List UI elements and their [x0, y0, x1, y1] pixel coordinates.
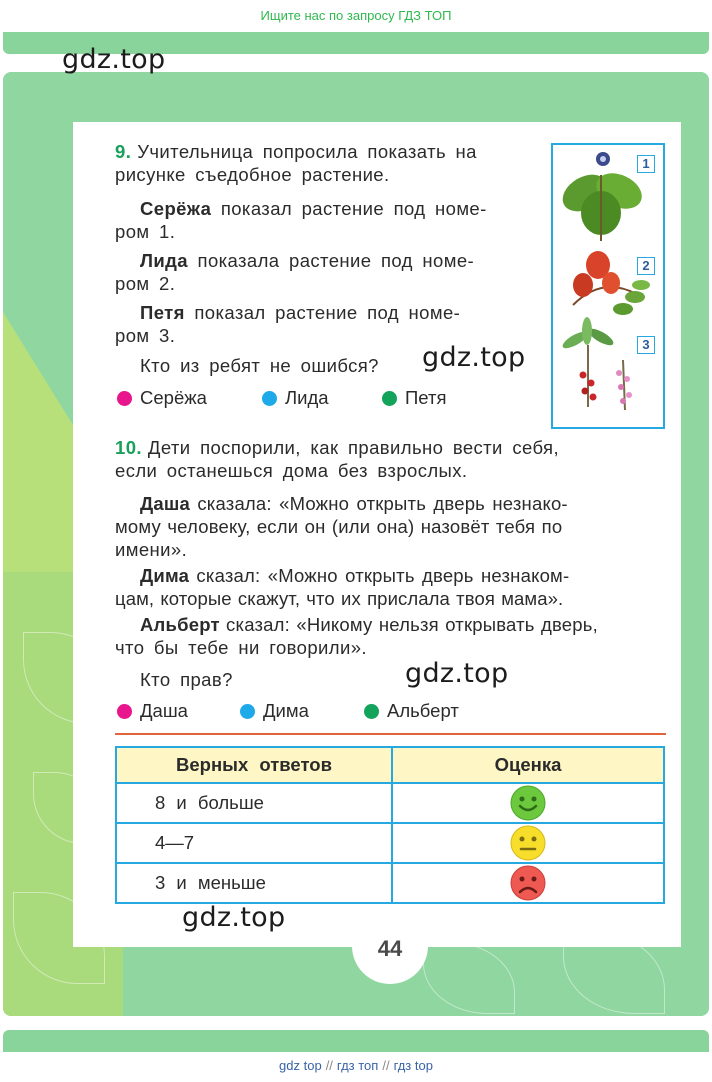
q9-option-petya[interactable]: Петя: [382, 387, 446, 409]
neutral-face-icon: [510, 825, 546, 861]
top-banner[interactable]: Ищите нас по запросу ГДЗ ТОП: [260, 8, 452, 23]
watermark: gdz.top: [182, 902, 286, 933]
footer-separator: //: [382, 1058, 390, 1073]
q9-intro-line2: рисунке съедобное растение.: [115, 164, 390, 185]
table-header-row: [116, 747, 664, 783]
q9-option-lida[interactable]: Лида: [262, 387, 329, 409]
footer-separator: //: [325, 1058, 333, 1073]
plants-drawing: [553, 145, 663, 427]
bottom-decor-strip: [3, 1030, 709, 1052]
watermark: gdz.top: [422, 342, 526, 373]
radio-dot-pink: [117, 704, 132, 719]
watermark: gdz.top: [405, 658, 509, 689]
plant-number-2: 2: [637, 257, 655, 275]
column-header-answers: Верных ответов: [116, 747, 392, 783]
radio-dot-pink: [117, 391, 132, 406]
answers-count-cell: 8 и больше: [116, 783, 392, 823]
leaf-decoration: [423, 942, 515, 1014]
q10-statement-1-cont: мому человеку, если он (или она) назовёт тебя по: [115, 516, 563, 537]
q10-statement-1: Даша сказала: «Можно открыть дверь незнако-: [140, 493, 568, 514]
table-row: [116, 783, 664, 823]
q10-statement-3: Альберт сказал: «Никому нельзя открывать дверь,: [140, 614, 598, 635]
q10-intro-line2: если останешься дома без взрослых.: [115, 460, 468, 481]
table-row: [116, 863, 664, 903]
radio-dot-green: [364, 704, 379, 719]
radio-dot-blue: [240, 704, 255, 719]
q10-statement-2: Дима сказал: «Можно открыть дверь незнаком-: [140, 565, 570, 586]
footer-link[interactable]: гдз топ: [336, 1058, 379, 1073]
q9-statement-2: Лида показала растение под номе-: [140, 250, 475, 271]
table-row: [116, 823, 664, 863]
q10-statement-2-cont: цам, которые скажут, что их прислала твоя мама».: [115, 588, 564, 609]
bottom-banner: [0, 1054, 712, 1078]
plant-number-1: 1: [637, 155, 655, 173]
q9-question: Кто из ребят не ошибся?: [140, 355, 379, 376]
watermark: gdz.top: [62, 44, 166, 75]
q9-statement-1: Серёжа показал растение под номе-: [140, 198, 487, 219]
answers-count-cell: 3 и меньше: [116, 863, 392, 903]
q10-statement-3-cont: что бы тебе ни говорили».: [115, 637, 367, 658]
plants-illustration: [551, 143, 665, 429]
plant-1-icon: [556, 152, 647, 241]
plant-3-icon: [560, 317, 632, 410]
q9-statement-1-cont: ром 1.: [115, 221, 176, 242]
q10-statement-1-end: имени».: [115, 539, 188, 560]
plant-number-3: 3: [637, 336, 655, 354]
sad-face-icon: [510, 865, 546, 901]
q9-intro-line1: 9. Учительница попросила показать на: [115, 141, 477, 162]
footer-link[interactable]: gdz top: [279, 1058, 322, 1073]
page-number: 44: [377, 936, 403, 961]
section-divider: [115, 733, 666, 735]
radio-dot-green: [382, 391, 397, 406]
grade-table: [115, 746, 665, 904]
q10-question: Кто прав?: [140, 669, 233, 690]
q10-option-albert[interactable]: Альберт: [364, 700, 459, 722]
q9-option-seryozha[interactable]: Серёжа: [117, 387, 207, 409]
q9-number: 9.: [115, 141, 132, 162]
smile-face-icon: [510, 785, 546, 821]
q9-statement-2-cont: ром 2.: [115, 273, 176, 294]
q10-option-dasha[interactable]: Даша: [117, 700, 188, 722]
column-header-grade: Оценка: [392, 747, 664, 783]
q10-number: 10.: [115, 437, 142, 458]
grade-cell: [392, 863, 664, 903]
answers-count-cell: 4—7: [116, 823, 392, 863]
radio-dot-blue: [262, 391, 277, 406]
q9-statement-3-cont: ром 3.: [115, 325, 176, 346]
footer-link[interactable]: гдз top: [393, 1058, 433, 1073]
grade-cell: [392, 823, 664, 863]
grade-cell: [392, 783, 664, 823]
q9-statement-3: Петя показал растение под номе-: [140, 302, 461, 323]
q10-option-dima[interactable]: Дима: [240, 700, 309, 722]
q10-intro-line1: 10. Дети поспорили, как правильно вести себя,: [115, 437, 560, 458]
